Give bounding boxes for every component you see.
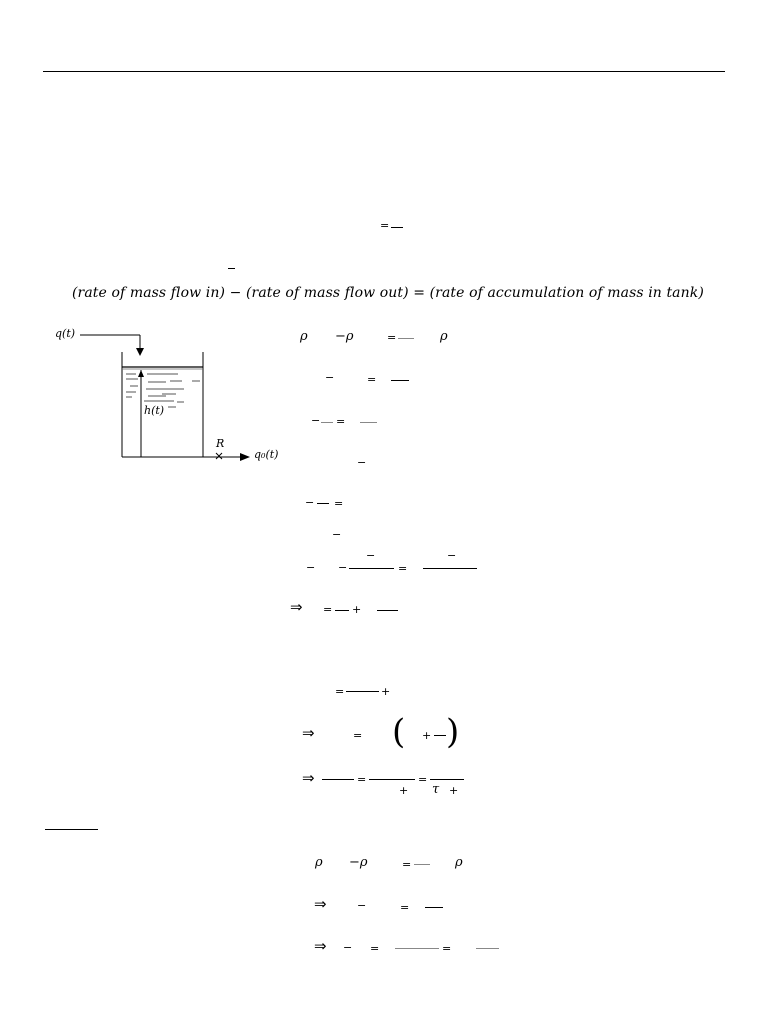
eq14-bar-a [395,948,439,949]
eq7-equals: = [398,562,408,575]
eq5-equals: = [334,497,344,510]
eq10-implies: ⇒ [302,724,315,742]
eq8-equals: = [323,603,333,616]
eq12-rho-right: ρ [455,855,463,870]
eq10-right-paren: ) [446,712,460,752]
eq7-minus-a: − [306,561,316,574]
eq8-implies: ⇒ [290,598,303,616]
eq10-equals: = [353,729,363,742]
eq8-bar-b [377,610,398,611]
header-rule [43,71,725,72]
eq11-bar-a [322,779,354,780]
eq7-minus-b: − [338,561,348,574]
eq11-tau: τ [432,782,440,797]
eq2-equals: = [367,373,377,386]
eq11-bar-c [430,779,464,780]
eq7-numerator-minus: − [366,549,376,562]
eq14-minus: − [343,941,353,954]
eq11-implies: ⇒ [302,769,315,787]
eq11-plus-a: + [399,784,409,797]
eq12-rho-in: ρ [315,855,323,870]
eq14-bar-b [476,948,499,949]
eq13-implies: ⇒ [314,895,327,913]
eq9-plus: + [381,685,391,698]
eq11-bar-b [369,779,415,780]
eq6-minus: − [332,528,342,541]
eq10-plus: + [422,729,432,742]
outflow-label: q₀(t) [254,448,279,461]
eq14-implies: ⇒ [314,937,327,955]
eq-fragment-overbar [228,268,235,269]
eq12-minus-rho: −ρ [349,855,368,870]
eq3-bar-a [321,422,333,423]
eq-fragment-bar [391,227,403,228]
eq14-equals-a: = [370,942,380,955]
inflow-label: q(t) [55,327,76,340]
eq-fragment-equals: = [380,219,390,232]
eq13-minus: − [357,899,367,912]
eq3-equals: = [336,415,346,428]
eq13-equals: = [400,901,410,914]
eq11-plus-b: + [449,784,459,797]
eq5-minus: − [305,496,315,509]
eq4-minus: − [357,456,367,469]
eq2-minus: − [325,371,335,384]
eq5-bar [317,503,329,504]
eq7-fraction-bar-right [423,568,477,569]
eq7-numerator-minus-right: − [447,549,457,562]
eq10-bar [434,735,446,736]
eq10-left-paren: ( [392,712,406,752]
eq13-fraction-bar [425,907,443,908]
eq1-fraction-bar [398,338,414,339]
eq1-rho-in: ρ [300,329,308,344]
eq1-equals: = [387,331,397,344]
eq8-plus: + [352,603,362,616]
eq9-fraction-bar [346,691,379,692]
eq11-equals-a: = [357,773,367,786]
eq7-fraction-bar-left [349,568,394,569]
section-underline [45,829,98,830]
eq12-fraction-bar [414,864,430,865]
eq8-bar-a [335,610,349,611]
eq2-fraction-bar [391,380,409,381]
eq9-equals: = [335,685,345,698]
eq11-equals-b: = [418,773,428,786]
eq3-bar-b [360,422,377,423]
mass-balance-equation: (rate of mass flow in) − (rate of mass flow out) = (rate of accumulation of mass in tank) [72,285,704,301]
level-label: h(t) [144,404,165,417]
eq14-equals-b: = [442,942,452,955]
eq3-minus: − [311,414,321,427]
eq12-equals: = [402,858,412,871]
eq1-minus-rho: −ρ [335,329,354,344]
eq1-rho-right: ρ [440,329,448,344]
resistance-label: R [216,437,225,450]
